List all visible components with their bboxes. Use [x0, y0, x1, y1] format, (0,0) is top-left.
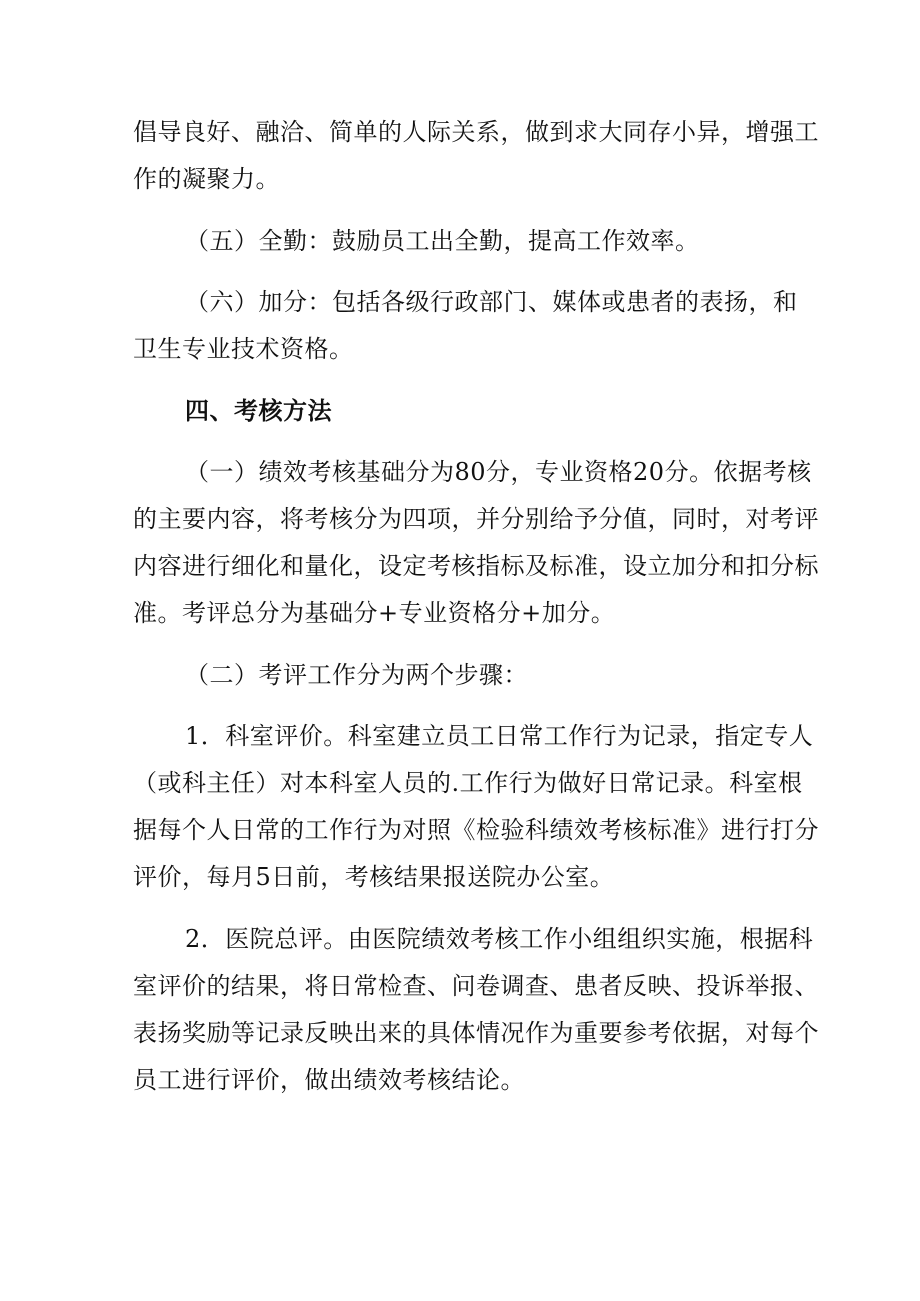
paragraph-intro-line-2: 作的凝聚力。 [133, 165, 280, 193]
step-one-line-4: 评价，每月5日前，考核结果报送院办公室。 [133, 863, 615, 891]
step-one-line-3: 据每个人日常的工作行为对照《检验科绩效考核标准》进行打分 [133, 816, 819, 844]
step-two-line-2: 室评价的结果，将日常检查、问卷调查、患者反映、投诉举报、 [133, 972, 819, 1000]
section-heading: 四、考核方法 [185, 396, 332, 425]
paragraph-six-line-1: （六）加分：包括各级行政部门、媒体或患者的表扬，和 [185, 288, 798, 316]
step-two-line-1: 2．医院总评。由医院绩效考核工作小组组织实施，根据科 [185, 925, 814, 953]
step-two-line-4: 员工进行评价，做出绩效考核结论。 [133, 1066, 525, 1094]
paragraph-one-line-3: 内容进行细化和量化，设定考核指标及标准，设立加分和扣分标 [133, 552, 819, 580]
step-two-line-3: 表扬奖励等记录反映出来的具体情况作为重要参考依据，对每个 [133, 1019, 819, 1047]
paragraph-one-line-2: 的主要内容，将考核分为四项，并分别给予分值，同时，对考评 [133, 505, 819, 533]
paragraph-one-line-1: （一）绩效考核基础分为80分，专业资格20分。依据考核 [185, 458, 812, 486]
paragraph-one-line-4: 准。考评总分为基础分+专业资格分+加分。 [133, 599, 616, 627]
paragraph-five-line-1: （五）全勤：鼓励员工出全勤，提高工作效率。 [185, 227, 700, 255]
step-one-line-2: （或科主任）对本科室人员的.工作行为做好日常记录。科室根 [133, 769, 803, 797]
paragraph-six-line-2: 卫生专业技术资格。 [133, 335, 354, 363]
paragraph-intro-line-1: 倡导良好、融洽、简单的人际关系，做到求大同存小异，增强工 [133, 118, 819, 146]
paragraph-two-line-1: （二）考评工作分为两个步骤： [185, 661, 528, 689]
step-one-line-1: 1．科室评价。科室建立员工日常工作行为记录，指定专人 [185, 722, 814, 750]
